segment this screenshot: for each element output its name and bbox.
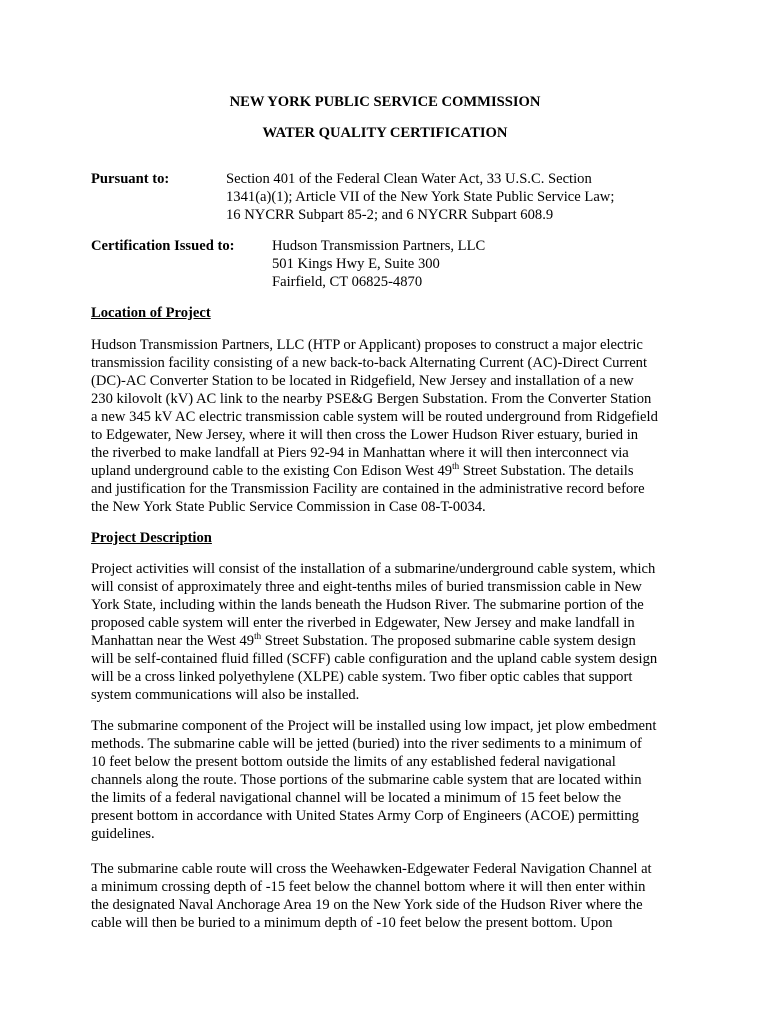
paragraph-line: The submarine component of the Project will be installed using low impact, jet plow embedment [91,718,657,734]
agency-title: NEW YORK PUBLIC SERVICE COMMISSION [229,94,541,110]
issued-to-address [272,237,485,291]
line-text: upland underground cable to the existing Con Edison West 49 [91,463,453,479]
issued-to-label: Certification Issued to: [91,238,235,254]
paragraph-line: present bottom in accordance with United States Army Corp of Engineers (ACOE) permitting [91,808,639,824]
paragraph-line: the limits of a federal navigational channel will be located a minimum of 15 feet below the [91,790,622,806]
description-paragraph-3 [91,860,691,932]
address-line: Hudson Transmission Partners, LLC [272,238,486,254]
pursuant-line: 16 NYCRR Subpart 85-2; and 6 NYCRR Subpart 608.9 [226,207,554,223]
description-heading: Project Description [91,530,212,546]
paragraph-line [91,462,691,480]
paragraph-line: 10 feet below the present bottom outside the limits of any established federal navigational [91,754,616,770]
ordinal-suffix: th [254,631,262,642]
paragraph-line: methods. The submarine cable will be jetted (buried) into the river sediments to a minimum of [91,736,642,752]
paragraph-line: a minimum crossing depth of -15 feet below the channel bottom where it will then enter within [91,879,646,895]
pursuant-line: 1341(a)(1); Article VII of the New York State Public Service Law; [226,189,615,205]
paragraph-line: 230 kilovolt (kV) AC link to the nearby PSE&G Bergen Substation. From the Converter Station [91,391,652,407]
paragraph-line: to Edgewater, New Jersey, where it will then cross the Lower Hudson River estuary, buried in [91,427,639,443]
paragraph-line: will be self-contained fluid filled (SCFF) cable configuration and the upland cable system design [91,651,658,667]
paragraph-line: transmission facility consisting of a new back-to-back Alternating Current (AC)-Direct Current [91,355,648,371]
line-text: Street Substation. The details [459,463,634,479]
address-line: Fairfield, CT 06825-4870 [272,274,423,290]
paragraph-line: proposed cable system will enter the riverbed in Edgewater, New Jersey and make landfall in [91,615,635,631]
paragraph-line: the New York State Public Service Commission in Case 08-T-0034. [91,499,486,515]
paragraph-line: will be a cross linked polyethylene (XLPE) cable system. Two fiber optic cables that support [91,669,633,685]
description-paragraph-2 [91,717,691,843]
paragraph-line: system communications will also be installed. [91,687,360,703]
paragraph-line: guidelines. [91,826,155,842]
paragraph-line: Hudson Transmission Partners, LLC (HTP or Applicant) proposes to construct a major electric [91,337,643,353]
document-title: WATER QUALITY CERTIFICATION [262,125,508,141]
paragraph-line: will consist of approximately three and eight-tenths miles of buried transmission cable in New [91,579,642,595]
address-line: 501 Kings Hwy E, Suite 300 [272,256,440,272]
paragraph-line [91,632,691,650]
description-paragraph-1 [91,560,691,704]
paragraph-line: and justification for the Transmission Facility are contained in the administrative record before [91,481,645,497]
line-text: Manhattan near the West 49 [91,633,255,649]
pursuant-value [226,170,614,224]
pursuant-line: Section 401 of the Federal Clean Water Act, 33 U.S.C. Section [226,171,592,187]
paragraph-line: the riverbed to make landfall at Piers 92-94 in Manhattan where it will then interconnect via [91,445,629,461]
paragraph-line: (DC)-AC Converter Station to be located in Ridgefield, New Jersey and installation of a new [91,373,634,389]
pursuant-label: Pursuant to: [91,171,170,187]
paragraph-line: the designated Naval Anchorage Area 19 on the New York side of the Hudson River where the [91,897,643,913]
paragraph-line: The submarine cable route will cross the Weehawken-Edgewater Federal Navigation Channel at [91,861,652,877]
ordinal-suffix: th [452,461,460,472]
paragraph-line: channels along the route. Those portions of the submarine cable system that are located within [91,772,642,788]
paragraph-line: Project activities will consist of the installation of a submarine/underground cable system, which [91,561,656,577]
location-heading: Location of Project [91,305,211,321]
paragraph-line: a new 345 kV AC electric transmission cable system will be routed underground from Ridgefield [91,409,658,425]
line-text: Street Substation. The proposed submarine cable system design [261,633,636,649]
paragraph-line: cable will then be buried to a minimum depth of -10 feet below the present bottom. Upon [91,915,613,931]
paragraph-line: York State, including within the lands beneath the Hudson River. The submarine portion of the [91,597,644,613]
location-paragraph [91,336,691,516]
